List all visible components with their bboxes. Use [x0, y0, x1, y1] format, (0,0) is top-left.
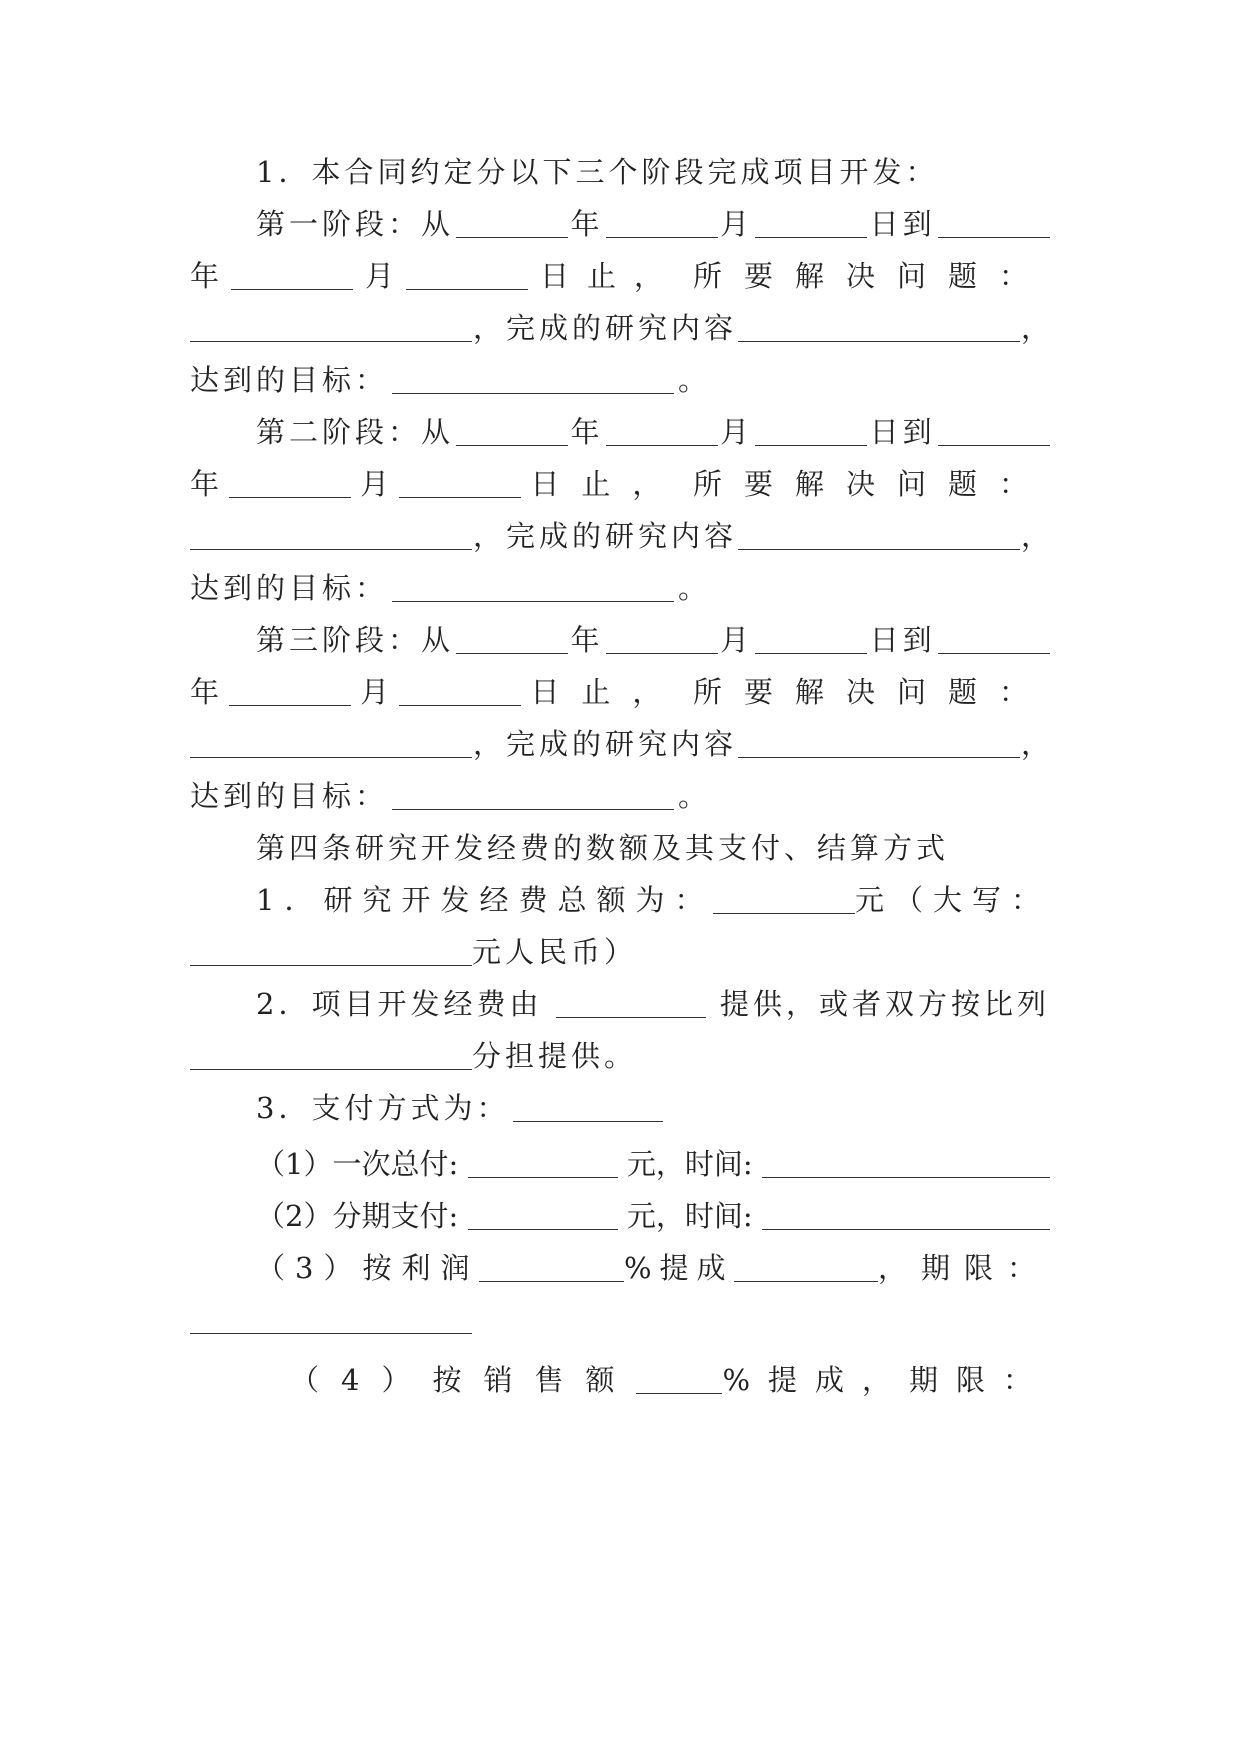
stage-1-year-label: 年 — [570, 206, 604, 241]
option-3-line-2 — [190, 1296, 1050, 1340]
stage-3-day-to-label: 日到 — [869, 622, 936, 657]
stage-2-end-month-blank[interactable] — [229, 467, 351, 498]
stage-3-year2-label: 年 — [190, 674, 220, 709]
stage-3-content-label: ，完成的研究内容 — [472, 726, 737, 761]
item-2-line-2 — [190, 1032, 1050, 1076]
item-2-middle: 提供，或者双方按比列 — [719, 986, 1050, 1021]
stage-1-month-label: 月 — [720, 206, 754, 241]
stage-3-content-blank[interactable] — [738, 727, 1020, 758]
stage-1-line-2 — [190, 252, 1050, 296]
option-2-label: （2）分期支付: — [256, 1198, 459, 1233]
stage-3-goal-label: 达到的目标： — [190, 778, 389, 813]
stage-3-month2-label: 月 — [360, 674, 390, 709]
item-3-method-blank[interactable] — [513, 1091, 663, 1122]
stage-1-start-day-blank[interactable] — [755, 207, 867, 238]
option-3-line — [256, 1244, 1050, 1288]
option-1-label: （1）一次总付: — [256, 1146, 459, 1181]
stage-1-end-year-blank-a[interactable] — [938, 207, 1050, 238]
stage-2-start-year-blank[interactable] — [456, 415, 568, 446]
stage-1-content-label: ，完成的研究内容 — [472, 310, 737, 345]
item-2-prefix: 2．项目开发经费由 — [256, 986, 543, 1021]
item-1-amount-blank[interactable] — [713, 883, 855, 914]
stage-2-start-month-blank[interactable] — [606, 415, 718, 446]
option-2-time-blank[interactable] — [762, 1199, 1050, 1230]
stage-2-year-label: 年 — [570, 414, 604, 449]
stage-3-start-year-blank[interactable] — [456, 623, 568, 654]
option-3-term-blank[interactable] — [190, 1303, 472, 1334]
stage-2-label: 第二阶段：从 — [256, 414, 455, 449]
item-3-prefix: 3．支付方式为： — [256, 1090, 510, 1125]
stage-3-period: 。 — [678, 778, 708, 813]
stage-2-day-to-label: 日到 — [869, 414, 936, 449]
option-4-line — [290, 1356, 1050, 1400]
stage-3-comma: ， — [1020, 726, 1050, 761]
option-2-unit: 元，时间: — [626, 1198, 753, 1233]
stage-3-end-year-blank-a[interactable] — [938, 623, 1050, 654]
article-4-title: 第四条研究开发经费的数额及其支付、结算方式 — [256, 830, 950, 865]
stage-2-line-2 — [190, 460, 1050, 504]
stage-3-line-4 — [190, 772, 1050, 816]
intro-text: 1．本合同约定分以下三个阶段完成项目开发： — [256, 154, 939, 189]
stage-1-start-month-blank[interactable] — [606, 207, 718, 238]
item-1-line-1 — [256, 876, 1050, 920]
stage-2-comma: ， — [1020, 518, 1050, 553]
option-4-sales-blank[interactable] — [636, 1363, 722, 1394]
stage-2-content-label: ，完成的研究内容 — [472, 518, 737, 553]
item-2-provider-blank[interactable] — [556, 987, 706, 1018]
stage-1-goal-label: 达到的目标： — [190, 362, 389, 397]
option-3-profit-blank[interactable] — [479, 1251, 623, 1282]
stage-3-end-month-blank[interactable] — [229, 675, 351, 706]
stage-2-month-label: 月 — [720, 414, 754, 449]
stage-3-start-month-blank[interactable] — [606, 623, 718, 654]
stage-1-goal-blank[interactable] — [392, 363, 674, 394]
stage-1-month2-label: 月 — [364, 258, 394, 293]
stage-1-line-1 — [256, 200, 1050, 244]
stage-1-problem-blank[interactable] — [190, 311, 472, 342]
item-3-line — [256, 1084, 1050, 1128]
stage-2-problem-label: 所要解决问题： — [692, 466, 1050, 501]
stage-1-comma: ， — [1020, 310, 1050, 345]
stage-1-start-year-blank[interactable] — [456, 207, 568, 238]
option-1-unit: 元，时间: — [626, 1146, 753, 1181]
option-1-time-blank[interactable] — [762, 1147, 1050, 1178]
option-3-term: ，期限： — [877, 1250, 1050, 1285]
stage-1-line-4 — [190, 356, 1050, 400]
stage-2-year2-label: 年 — [190, 466, 220, 501]
item-2-line-1 — [256, 980, 1050, 1024]
stage-2-line-1 — [256, 408, 1050, 452]
stage-3-problem-label: 所要解决问题： — [692, 674, 1050, 709]
option-2-amount-blank[interactable] — [468, 1199, 618, 1230]
item-1-line-2 — [190, 928, 1050, 972]
stage-3-year-label: 年 — [570, 622, 604, 657]
stage-1-label: 第一阶段：从 — [256, 206, 455, 241]
stage-2-goal-blank[interactable] — [392, 571, 674, 602]
option-3-label: （3）按利润 — [256, 1250, 480, 1285]
stage-1-end-month-blank[interactable] — [231, 259, 353, 290]
stage-2-end-day-blank[interactable] — [399, 467, 521, 498]
item-2-suffix: 分担提供。 — [472, 1038, 638, 1073]
stage-3-label: 第三阶段：从 — [256, 622, 455, 657]
stage-2-line-4 — [190, 564, 1050, 608]
article-4-title-line — [256, 824, 1050, 868]
stage-2-day-end-label: 日止， — [530, 466, 684, 501]
stage-2-problem-blank[interactable] — [190, 519, 472, 550]
item-2-ratio-blank[interactable] — [190, 1039, 472, 1070]
stage-3-day-end-label: 日止， — [530, 674, 684, 709]
stage-1-period: 。 — [678, 362, 708, 397]
option-3-share-blank[interactable] — [734, 1251, 878, 1282]
option-3-pct: %提成 — [623, 1250, 734, 1285]
stage-2-period: 。 — [678, 570, 708, 605]
stage-3-start-day-blank[interactable] — [755, 623, 867, 654]
option-1-line — [256, 1140, 1050, 1184]
stage-1-day-to-label: 日到 — [869, 206, 936, 241]
item-1-prefix: 1．研究开发经费总额为： — [256, 882, 714, 917]
item-1-unit: 元（大写： — [854, 882, 1050, 917]
stage-2-month2-label: 月 — [360, 466, 390, 501]
stage-3-line-2 — [190, 668, 1050, 712]
stage-1-problem-label: 所要解决问题： — [692, 258, 1050, 293]
option-4-pct: %提成，期限： — [722, 1362, 1050, 1397]
item-1-capital-blank[interactable] — [190, 935, 472, 966]
stage-2-content-blank[interactable] — [738, 519, 1020, 550]
option-2-line — [256, 1192, 1050, 1236]
option-4-label: （4）按销售额 — [290, 1362, 637, 1397]
stage-1-end-day-blank[interactable] — [406, 259, 528, 290]
stage-1-day-end-label: 日止， — [539, 258, 681, 293]
stage-2-start-day-blank[interactable] — [755, 415, 867, 446]
intro-line — [256, 148, 1050, 192]
stage-1-content-blank[interactable] — [738, 311, 1020, 342]
stage-3-end-day-blank[interactable] — [399, 675, 521, 706]
item-1-suffix: 元人民币） — [472, 934, 638, 969]
stage-2-line-3 — [190, 512, 1050, 556]
stage-3-problem-blank[interactable] — [190, 727, 472, 758]
stage-3-goal-blank[interactable] — [392, 779, 674, 810]
stage-3-month-label: 月 — [720, 622, 754, 657]
stage-2-goal-label: 达到的目标： — [190, 570, 389, 605]
stage-3-line-3 — [190, 720, 1050, 764]
option-1-amount-blank[interactable] — [468, 1147, 618, 1178]
stage-1-line-3 — [190, 304, 1050, 348]
stage-2-end-year-blank-a[interactable] — [938, 415, 1050, 446]
stage-3-line-1 — [256, 616, 1050, 660]
stage-1-year2-label: 年 — [190, 258, 220, 293]
